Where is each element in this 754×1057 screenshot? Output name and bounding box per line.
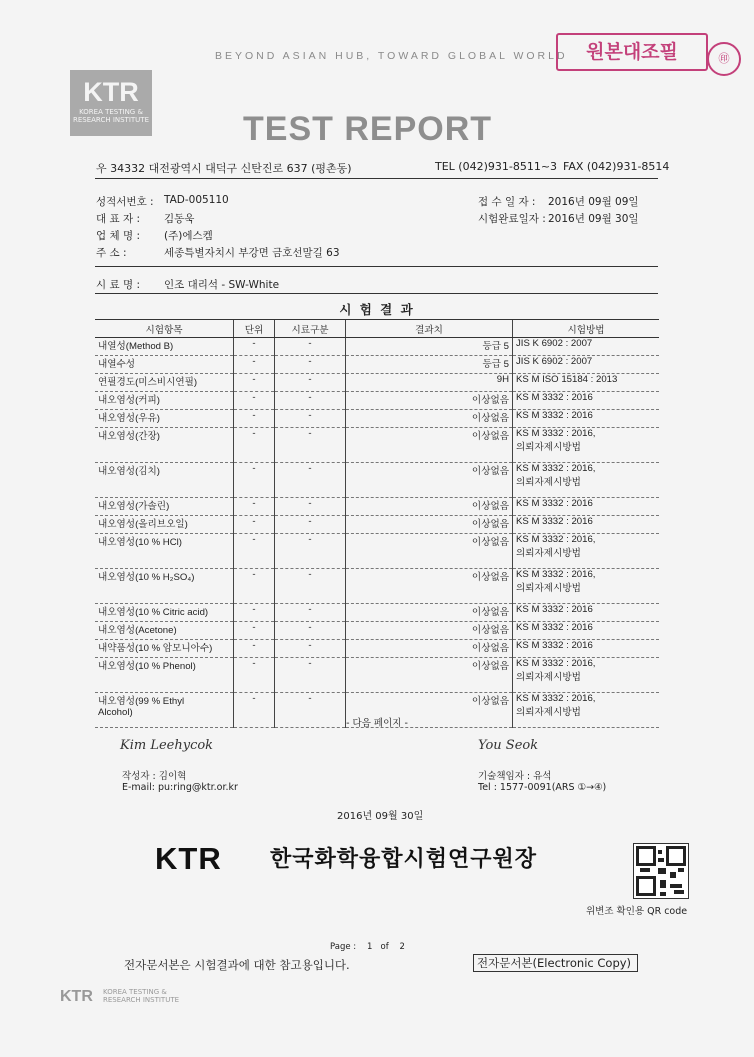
table-row [95, 428, 659, 463]
ktr-logo [70, 70, 152, 136]
cell-unit: - [234, 640, 275, 658]
client-address: 세종특별자치시 부강면 금호선말길 63 [164, 247, 340, 259]
cell-result: 이상없음 [346, 604, 513, 622]
results-table [95, 319, 659, 728]
footer-logo: KTR [60, 988, 93, 1005]
cell-item: 내오염성(99 % Ethyl Alcohol) [95, 693, 234, 728]
institute-name: 한국화학융합시험연구원장 [270, 847, 538, 872]
cell-result: 이상없음 [346, 693, 513, 728]
cell-class: - [275, 658, 346, 693]
completed-label: 시험완료일자 : [478, 213, 546, 225]
cell-result: 이상없음 [346, 410, 513, 428]
cell-method: KS M 3332 : 2016, 의뢰자제시방법 [513, 693, 660, 728]
page-indicator [330, 942, 405, 952]
cell-result: 이상없음 [346, 622, 513, 640]
manager-signature: You Seok [478, 738, 539, 753]
page-number: 1 [366, 942, 373, 952]
divider [95, 293, 658, 294]
cell-item: 내오염성(가솔린) [95, 498, 234, 516]
cell-unit: - [234, 569, 275, 604]
institute-tel: TEL (042)931-8511~3 [435, 160, 558, 173]
cell-class: - [275, 463, 346, 498]
page-of: of [380, 942, 389, 952]
author-email: E-mail: pu:ring@ktr.or.kr [122, 782, 238, 793]
author: 작성자 : 김이혁 [122, 771, 187, 782]
logo-sub-2: RESEARCH INSTITUTE [72, 116, 149, 124]
cell-unit: - [234, 693, 275, 728]
completed-date: 2016년 09월 30일 [548, 213, 639, 225]
cell-result: 이상없음 [346, 392, 513, 410]
report-no-label: 성적서번호 : [96, 196, 154, 208]
cell-result: 이상없음 [346, 516, 513, 534]
cell-class: - [275, 374, 346, 392]
logo-text: KTR [83, 77, 139, 107]
electronic-copy-label: 전자문서본(Electronic Copy) [473, 954, 638, 972]
cell-unit: - [234, 604, 275, 622]
cell-method: KS M 3332 : 2016 [513, 604, 660, 622]
table-row [95, 356, 659, 374]
cell-class: - [275, 356, 346, 374]
table-row [95, 374, 659, 392]
table-row [95, 622, 659, 640]
cell-method: KS M 3332 : 2016 [513, 622, 660, 640]
cell-item: 내오염성(커피) [95, 392, 234, 410]
rep-label: 대 표 자 : [96, 213, 140, 225]
cell-result: 이상없음 [346, 463, 513, 498]
table-row [95, 516, 659, 534]
cell-unit: - [234, 392, 275, 410]
cell-item: 내열수성 [95, 356, 234, 374]
received-date: 2016년 09월 09일 [548, 196, 639, 208]
cell-class: - [275, 693, 346, 728]
cell-unit: - [234, 338, 275, 356]
cell-item: 내오염성(10 % Citric acid) [95, 604, 234, 622]
cell-result: 이상없음 [346, 640, 513, 658]
address-label: 주 소 : [96, 247, 127, 259]
cell-class: - [275, 640, 346, 658]
cell-method: KS M 3332 : 2016 [513, 410, 660, 428]
ktr-logo-large: KTR [155, 841, 222, 876]
logo-sub-1: KOREA TESTING & [79, 108, 143, 116]
cell-result: 등급 5 [346, 338, 513, 356]
table-row [95, 604, 659, 622]
footer-sub-1: KOREA TESTING & [103, 988, 167, 996]
cell-unit: - [234, 356, 275, 374]
cell-method: KS M 3332 : 2016 [513, 516, 660, 534]
cell-method: KS M 3332 : 2016, 의뢰자제시방법 [513, 569, 660, 604]
table-row [95, 338, 659, 356]
cell-item: 내오염성(김치) [95, 463, 234, 498]
cell-result: 등급 5 [346, 356, 513, 374]
cell-method: KS M 3332 : 2016, 의뢰자제시방법 [513, 463, 660, 498]
sample-label: 시 료 명 : [96, 279, 140, 291]
footer-logo-sub [103, 988, 179, 1004]
manager-tel: Tel : 1577-0091(ARS ①→④) [478, 782, 607, 793]
cell-class: - [275, 392, 346, 410]
table-header-row [95, 320, 659, 338]
author-signature: Kim Leehycok [120, 738, 214, 753]
company-label: 업 체 명 : [96, 230, 140, 242]
cell-method: KS M ISO 15184 : 2013 [513, 374, 660, 392]
page-label: Page : [330, 942, 357, 952]
divider [95, 266, 658, 267]
cell-method: JIS K 6902 : 2007 [513, 338, 660, 356]
page-total: 2 [399, 942, 405, 952]
col-class: 시료구분 [275, 320, 346, 338]
cell-item: 내오염성(10 % Phenol) [95, 658, 234, 693]
cell-unit: - [234, 622, 275, 640]
table-row [95, 569, 659, 604]
cell-unit: - [234, 658, 275, 693]
cell-method: JIS K 6902 : 2007 [513, 356, 660, 374]
representative: 김동욱 [164, 213, 195, 225]
cell-item: 내약품성(10 % 암모니아수) [95, 640, 234, 658]
cell-class: - [275, 622, 346, 640]
cell-class: - [275, 428, 346, 463]
cell-unit: - [234, 534, 275, 569]
issue-date: 2016년 09월 30일 [337, 811, 424, 822]
cell-method: KS M 3332 : 2016, 의뢰자제시방법 [513, 428, 660, 463]
cell-method: KS M 3332 : 2016, 의뢰자제시방법 [513, 658, 660, 693]
col-item: 시험항목 [95, 320, 234, 338]
cell-result: 이상없음 [346, 569, 513, 604]
table-row [95, 640, 659, 658]
col-result: 결과치 [346, 320, 513, 338]
table-row [95, 658, 659, 693]
cell-unit: - [234, 410, 275, 428]
cell-item: 연필경도(미스비시연필) [95, 374, 234, 392]
table-row [95, 534, 659, 569]
cell-item: 내오염성(간장) [95, 428, 234, 463]
cell-item: 내오염성(10 % HCl) [95, 534, 234, 569]
next-page-note: - 다음 페이지 - [346, 718, 408, 729]
cell-class: - [275, 516, 346, 534]
cell-item: 내열성(Method B) [95, 338, 234, 356]
cell-unit: - [234, 374, 275, 392]
table-row [95, 498, 659, 516]
cell-class: - [275, 604, 346, 622]
results-heading: 시 험 결 과 [339, 302, 415, 317]
company: (주)에스켐 [164, 230, 213, 242]
report-title: TEST REPORT [243, 110, 493, 148]
cell-unit: - [234, 463, 275, 498]
electronic-notice: 전자문서본은 시험결과에 대한 참고용입니다. [124, 958, 350, 972]
cell-item: 내오염성(10 % H₂SO₄) [95, 569, 234, 604]
cell-class: - [275, 498, 346, 516]
cell-result: 이상없음 [346, 498, 513, 516]
tagline: BEYOND ASIAN HUB, TOWARD GLOBAL WORLD [215, 50, 568, 62]
qr-code-icon [633, 843, 689, 899]
cell-class: - [275, 410, 346, 428]
cell-result: 이상없음 [346, 534, 513, 569]
seal-icon: ㊞ [707, 42, 741, 76]
cell-class: - [275, 338, 346, 356]
qr-caption: 위변조 확인용 QR code [586, 906, 688, 917]
cell-unit: - [234, 498, 275, 516]
table-row [95, 392, 659, 410]
col-method: 시험방법 [513, 320, 660, 338]
cell-unit: - [234, 516, 275, 534]
cell-unit: - [234, 428, 275, 463]
received-label: 접 수 일 자 : [478, 196, 536, 208]
cell-class: - [275, 534, 346, 569]
col-unit: 단위 [234, 320, 275, 338]
original-verified-stamp: 원본대조필 [556, 33, 708, 71]
cell-method: KS M 3332 : 2016 [513, 392, 660, 410]
cell-item: 내오염성(Acetone) [95, 622, 234, 640]
technical-manager: 기술책임자 : 유석 [478, 771, 552, 782]
report-no: TAD-005110 [164, 194, 229, 206]
cell-class: - [275, 569, 346, 604]
table-row [95, 410, 659, 428]
cell-item: 내오염성(우유) [95, 410, 234, 428]
cell-method: KS M 3332 : 2016 [513, 498, 660, 516]
cell-method: KS M 3332 : 2016, 의뢰자제시방법 [513, 534, 660, 569]
institute-address: 우 34332 대전광역시 대덕구 신탄진로 637 (평촌동) [96, 162, 352, 175]
institute-fax: FAX (042)931-8514 [563, 160, 670, 173]
divider [95, 178, 658, 179]
sample-name: 인조 대리석 - SW-White [164, 279, 280, 291]
cell-result: 이상없음 [346, 428, 513, 463]
cell-item: 내오염성(올리브오일) [95, 516, 234, 534]
footer-sub-2: RESEARCH INSTITUTE [103, 996, 180, 1004]
cell-result: 9H [346, 374, 513, 392]
table-row [95, 463, 659, 498]
cell-result: 이상없음 [346, 658, 513, 693]
cell-method: KS M 3332 : 2016 [513, 640, 660, 658]
